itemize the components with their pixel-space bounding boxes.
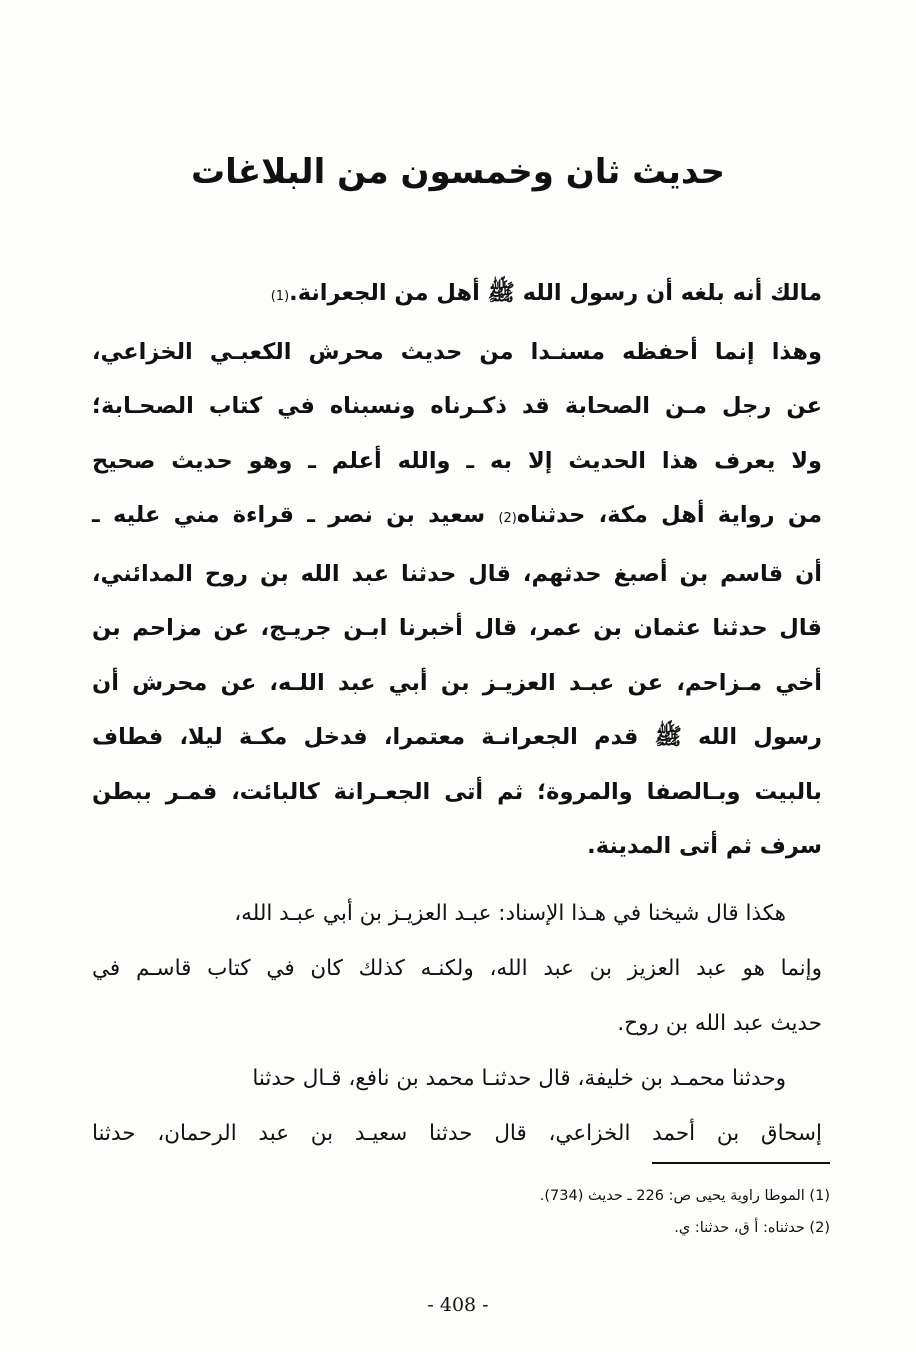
hadith-paragraph — [92, 266, 822, 874]
text-line: وهذا إنما أحفظه مسنـدا من حديث محرش الكعبـي الخزاعي، — [92, 338, 822, 365]
text-line: أن قاسم بن أصبغ حدثهم، قال حدثنا عبد الله بن روح المدائني، — [92, 560, 822, 587]
main-text — [92, 266, 822, 1161]
text-line: من رواية أهل مكة، حدثناه(2) سعيد بن نصر ـ قراءة مني عليه ـ — [92, 502, 822, 528]
text-line: وإنما هو عبد العزيز بن عبد الله، ولكنـه كذلك كان في كتاب قاسـم في — [92, 955, 822, 981]
text-line: وحدثنا محمـد بن خليفة، قال حدثنـا محمد بن نافع، قـال حدثنا — [252, 1065, 786, 1091]
text-line: قال حدثنا عثمان بن عمر، قال أخبرنا ابـن جريـج، عن مزاحم بن — [92, 615, 822, 641]
text-line: حديث عبد الله بن روح. — [617, 1010, 822, 1036]
footnote-ref: (2) — [498, 511, 517, 526]
page-title: حديث ثان وخمسون من البلاغات — [190, 152, 726, 192]
text-line: مالك أنه بلغه أن رسول الله ﷺ أهل من الجعرانة.(1) — [270, 280, 822, 306]
text-line: رسول الله ﷺ قدم الجعرانـة معتمرا، فدخل مكـة ليلا، فطاف — [92, 724, 822, 750]
text-line: سرف ثم أتى المدينة. — [587, 833, 822, 859]
page-number: - 408 - — [427, 1294, 489, 1316]
text-line: إسحاق بن أحمد الخزاعي، قال حدثنا سعيـد بن عبد الرحمان، حدثنا — [92, 1120, 822, 1146]
commentary-paragraph — [92, 886, 822, 1051]
text-line: بالبيت وبـالصفا والمروة؛ ثم أتى الجعـرانة كالبائت، فمـر ببطن — [92, 778, 822, 805]
text-line: هكذا قال شيخنا في هـذا الإسناد: عبـد العزيـز بن أبي عبـد الله، — [234, 900, 786, 926]
chain-paragraph — [92, 1051, 822, 1161]
text-line: ولا يعرف هذا الحديث إلا به ـ والله أعلم ـ وهو حديث صحيح — [92, 447, 822, 474]
footnote-ref: (1) — [270, 289, 290, 304]
footnote-divider — [652, 1162, 830, 1164]
text-line: عن رجل مـن الصحابة قد ذكـرناه ونسبناه في كتاب الصحـابة؛ — [92, 393, 822, 419]
text-line: أخي مـزاحم، عن عبـد العزيـز بن أبي عبد اللـه، عن محرش أن — [92, 669, 822, 696]
footnotes — [130, 1180, 830, 1244]
footnote-2: (2) حدثناه: أ ق، حدثنا: ي. — [674, 1220, 830, 1236]
footnote-1: (1) الموطا راوية يحيى ص: 226 ـ حديث (734). — [539, 1188, 830, 1204]
